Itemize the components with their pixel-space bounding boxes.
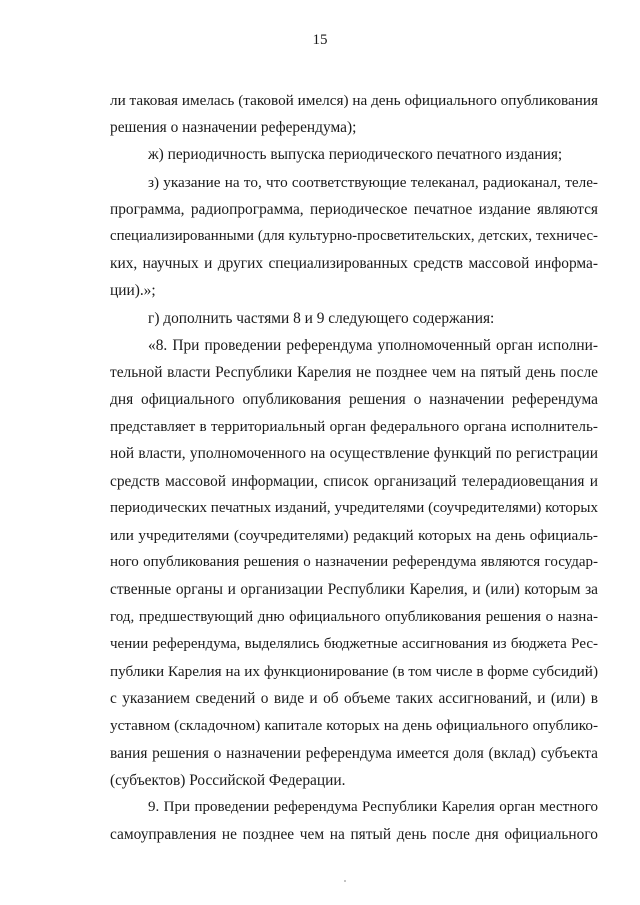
- text-line: вания решения о назначении референдума имеется доля (вклад) субъекта: [110, 744, 598, 762]
- text-line: с указанием сведений о виде и об объеме таких ассигнований, и (или) в: [110, 690, 598, 708]
- text-line: чении референдума, выделялись бюджетные ассигнования из бюджета Рес-: [110, 635, 598, 652]
- text-line: ственные органы и организации Республики Карелия, и (или) которым за: [110, 581, 598, 599]
- text-line: тельной власти Республики Карелия не позднее чем на пятый день после: [110, 363, 598, 381]
- scan-speck: [344, 880, 346, 882]
- text-line: год, предшествующий дню официального опубликования решения о назна-: [110, 608, 598, 625]
- text-line: ного опубликования решения о назначении референдума являются государ-: [110, 554, 598, 571]
- text-line: представляет в территориальный орган федерального органа исполнитель-: [110, 418, 598, 436]
- text-line: ж) периодичность выпуска периодического печатного издания;: [148, 146, 563, 164]
- text-line: з) указание на то, что соответствующие телеканал, радиоканал, теле-: [148, 173, 598, 191]
- text-line: публики Карелия на их функционирование (в том числе в форме субсидий): [110, 662, 598, 680]
- text-line: периодических печатных изданий, учредителями (соучредителями) которых: [110, 499, 598, 516]
- text-line: программа, радиопрограмма, периодическое печатное издание являются: [110, 200, 598, 218]
- text-line: ции).»;: [110, 282, 156, 300]
- text-line: ких, научных и других специализированных средств массовой информа-: [110, 255, 598, 273]
- text-line: дня официального опубликования решения о назначении референдума: [110, 391, 598, 409]
- text-line: решения о назначении референдума);: [110, 119, 357, 137]
- text-line: или учредителями (соучредителями) редакций которых на день официаль-: [110, 527, 598, 544]
- text-line: (субъектов) Российской Федерации.: [110, 771, 346, 789]
- text-line: «8. При проведении референдума уполномоченный орган исполни-: [148, 336, 598, 354]
- text-line: г) дополнить частями 8 и 9 следующего содержания:: [148, 309, 495, 327]
- text-line: 9. При проведении референдума Республики Карелия орган местного: [148, 798, 598, 815]
- document-body: [110, 87, 598, 848]
- text-line: ли таковая имелась (таковой имелся) на день официального опубликования: [110, 92, 598, 109]
- text-line: ной власти, уполномоченного на осуществление функций по регистрации: [110, 445, 598, 463]
- text-line: специализированными (для культурно-просветительских, детских, техничес-: [110, 227, 598, 244]
- text-line: средств массовой информации, список организаций телерадиовещания и: [110, 472, 598, 490]
- page-number: 15: [312, 32, 328, 48]
- text-line: уставном (складочном) капитале которых на день официального опублико-: [110, 717, 598, 735]
- text-line: самоуправления не позднее чем на пятый день после дня официального: [110, 826, 598, 844]
